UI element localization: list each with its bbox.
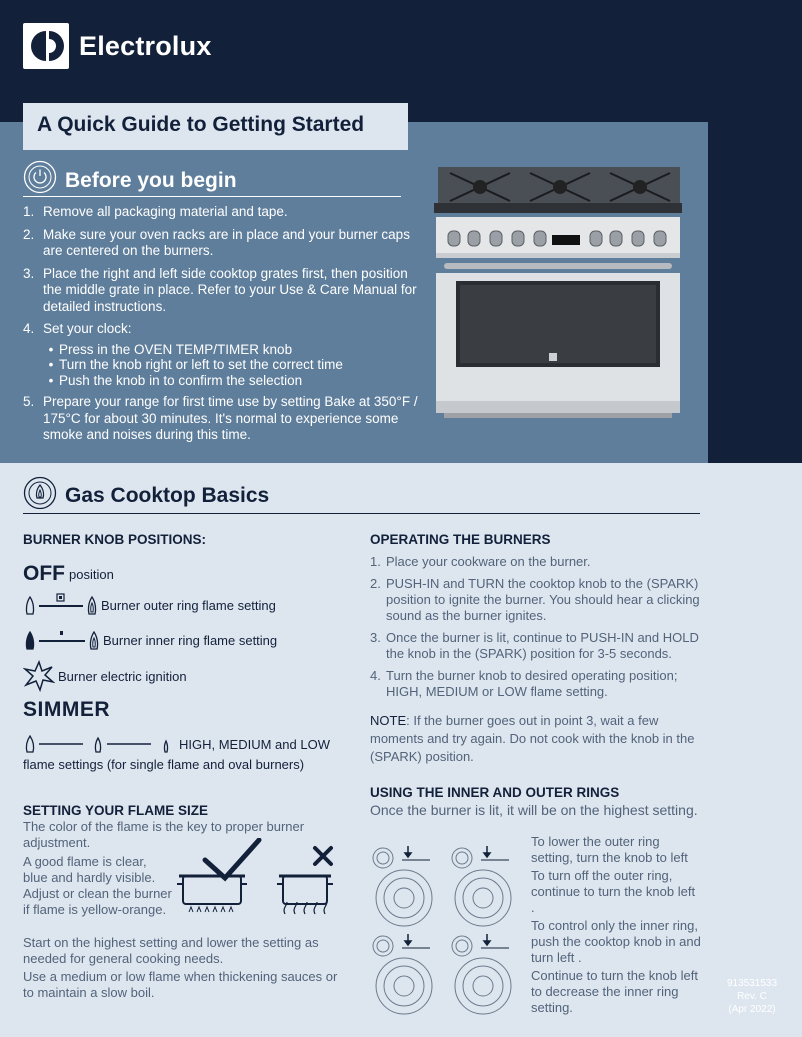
gas-heading <box>23 472 700 514</box>
flame-circle-icon <box>23 476 57 510</box>
list-item: 1. Remove all packaging material and tape. <box>23 204 288 219</box>
flame-settings-icon <box>23 733 175 755</box>
flame-good: A good flame is clear, blue and hardly visible. Adjust or clean the burner if flame is yellow-orange. <box>23 854 172 917</box>
off-label: OFF <box>23 562 65 585</box>
flame-start: Start on the highest setting and lower the setting as needed for general cooking needs. <box>23 935 319 966</box>
brand-logo[interactable] <box>23 23 212 69</box>
list-item: To lower the outer ring setting, turn the knob to left <box>531 834 688 865</box>
range-image <box>430 165 685 420</box>
simmer-row <box>23 698 110 722</box>
operating-note: NOTE: If the burner goes out in point 3, wait a few moments and try again. Do not cook with the knob in the (SPARK) position. <box>370 713 695 764</box>
page-title: A Quick Guide to Getting Started <box>37 113 365 136</box>
operating-steps <box>370 554 700 706</box>
gas-heading-text: Gas Cooktop Basics <box>65 483 270 507</box>
list-item: 3. Once the burner is lit, continue to PUSH-IN and HOLD the knob in the (SPARK) position for 3-5 seconds. <box>370 630 699 661</box>
knob-positions-heading: BURNER KNOB POSITIONS: <box>23 532 207 547</box>
note-label: NOTE <box>370 713 407 728</box>
simmer-label: SIMMER <box>23 698 110 721</box>
flame-settings-row: HIGH, MEDIUM and LOW <box>23 733 330 755</box>
before-heading <box>23 157 401 197</box>
operating-heading: OPERATING THE BURNERS <box>370 532 551 547</box>
list-item: 1. Place your cookware on the burner. <box>370 554 591 569</box>
flame-size-heading: SETTING YOUR FLAME SIZE <box>23 803 209 818</box>
list-item: To control only the inner ring, push the cooktop knob in and turn left . <box>531 918 701 965</box>
rings-tips <box>531 834 701 1018</box>
list-item: • Push the knob in to confirm the selection <box>48 372 303 388</box>
inner-ring-row: Burner inner ring flame setting <box>23 628 277 652</box>
list-item: 4. Set your clock: <box>23 321 132 336</box>
before-steps <box>23 204 423 450</box>
outer-ring-symbol-icon <box>23 593 99 617</box>
list-item: • Turn the knob right or left to set the correct time <box>48 357 343 372</box>
off-row: OFF position <box>23 562 114 585</box>
outer-ring-row: Burner outer ring flame setting <box>23 593 276 617</box>
rings-intro: Once the burner is lit, it will be on the highest setting. <box>370 802 698 818</box>
list-item: To turn off the outer ring, continue to turn the knob left . <box>531 868 696 915</box>
list-item: 3. Place the right and left side cooktop grates first, then position the middle grate in place. Refer to your Use & Care Manual for detailed instructions. <box>23 265 417 314</box>
list-item: 2. PUSH-IN and TURN the cooktop knob to the (SPARK) position to ignite the burner. You should hear a clicking sound as the burner ignites. <box>370 576 700 623</box>
burner-rings-diagram <box>370 840 530 1015</box>
document-number: 913531533 Rev. C (Apr 2022) <box>726 978 778 1015</box>
list-item: • Press in the OVEN TEMP/TIMER knob <box>48 341 293 357</box>
brand-name: Electrolux <box>79 30 212 61</box>
electrolux-logo-icon <box>23 23 69 69</box>
flame-intro: The color of the flame is the key to proper burner adjustment. <box>23 819 305 850</box>
list-item: 2. Make sure your oven racks are in place and your burner caps are centered on the burners. <box>23 226 410 258</box>
ignition-row: Burner electric ignition <box>23 660 187 692</box>
spark-icon <box>23 660 55 692</box>
flame-settings-caption: flame settings (for single flame and oval burners) <box>23 757 305 772</box>
list-item: Continue to turn the knob left to decrease the inner ring setting. <box>531 968 698 1015</box>
inner-ring-symbol-icon <box>23 628 101 652</box>
clock-bullets <box>23 342 423 389</box>
rings-heading: USING THE INNER AND OUTER RINGS <box>370 785 620 800</box>
list-item: 5. Prepare your range for first time use by setting Bake at 350°F / 175°C for about 30 minutes. It's normal to experience some smoke and noises during this time. <box>23 394 418 442</box>
page-title-box <box>23 103 408 150</box>
flame-use: Use a medium or low flame when thickening sauces or to maintain a slow boil. <box>23 969 338 1000</box>
list-item: 4. Turn the burner knob to desired operating position; HIGH, MEDIUM or LOW flame setting. <box>370 668 678 699</box>
flame-comparison-image <box>175 838 345 918</box>
before-heading-text: Before you begin <box>65 168 237 192</box>
power-icon <box>23 160 57 194</box>
